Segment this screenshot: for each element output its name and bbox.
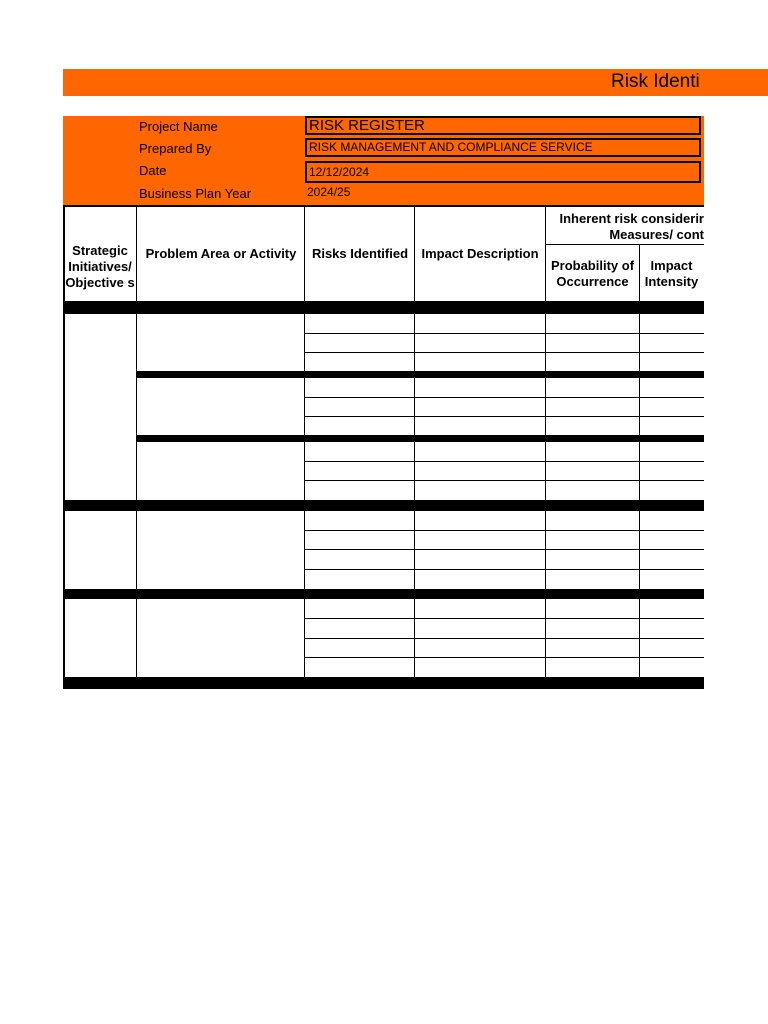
row-line xyxy=(304,461,704,462)
project-name-label: Project Name xyxy=(139,119,218,134)
column-line xyxy=(545,205,546,689)
header-impact-description: Impact Description xyxy=(421,246,539,261)
project-name-field[interactable]: RISK REGISTER xyxy=(305,116,701,135)
row-line xyxy=(304,569,704,570)
table-top-border xyxy=(63,205,704,207)
header-problem-area: Problem Area or Activity xyxy=(145,246,297,261)
header-subgroup-divider xyxy=(545,244,704,245)
column-line xyxy=(136,205,137,689)
column-line xyxy=(304,205,305,689)
row-line xyxy=(304,397,704,398)
row-line xyxy=(304,638,704,639)
row-line xyxy=(304,657,704,658)
row-line xyxy=(304,333,704,334)
column-line xyxy=(63,205,65,689)
business-plan-year-value: 2024/25 xyxy=(307,185,351,199)
document-title: Risk Identi xyxy=(611,71,700,92)
business-plan-year-label: Business Plan Year xyxy=(139,186,252,201)
prepared-by-label: Prepared By xyxy=(139,141,212,156)
column-line xyxy=(414,205,415,689)
project-info-panel xyxy=(63,116,704,205)
date-field[interactable]: 12/12/2024 xyxy=(305,161,701,183)
header-inherent-risk: Inherent risk considerir Measures/ cont xyxy=(559,211,704,242)
section-separator xyxy=(63,500,704,511)
row-line xyxy=(304,416,704,417)
header-risks-identified: Risks Identified xyxy=(311,246,409,261)
date-label: Date xyxy=(139,163,167,178)
table-bottom-border xyxy=(63,677,704,689)
row-line xyxy=(304,618,704,619)
group-separator xyxy=(137,371,704,378)
header-probability: Probability of Occurrence xyxy=(550,258,635,289)
section-separator xyxy=(63,301,704,314)
header-impact-intensity: Impact Intensity xyxy=(644,258,699,289)
row-line xyxy=(304,549,704,550)
section-separator xyxy=(63,589,704,599)
row-line xyxy=(304,480,704,481)
row-line xyxy=(304,352,704,353)
header-strategic-initiatives: Strategic Initiatives/ Objective s xyxy=(65,243,135,290)
column-line xyxy=(639,244,640,689)
row-line xyxy=(304,530,704,531)
title-band xyxy=(63,69,768,96)
prepared-by-field[interactable]: RISK MANAGEMENT AND COMPLIANCE SERVICE xyxy=(305,138,701,157)
group-separator xyxy=(137,435,704,442)
